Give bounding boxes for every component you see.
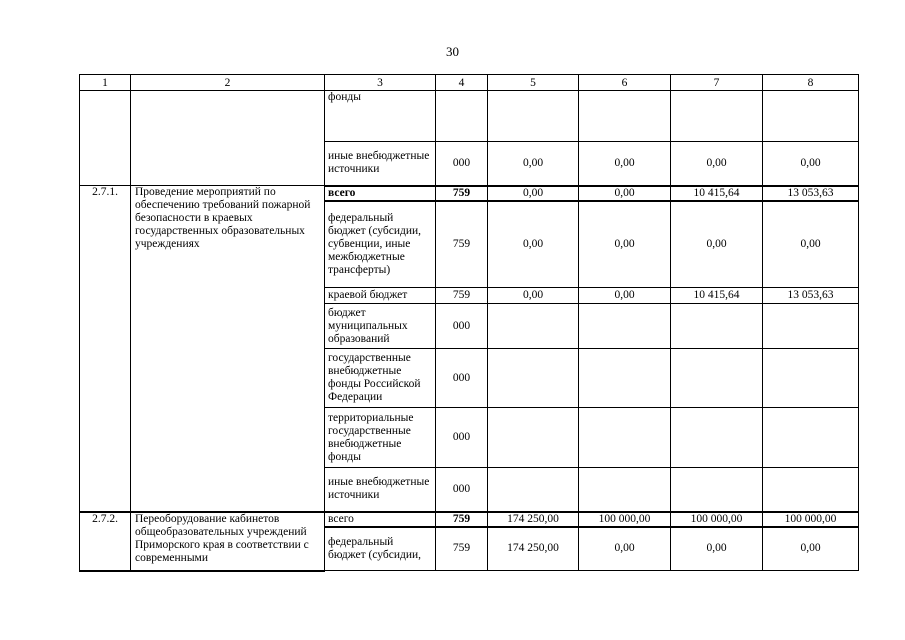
item-description-cell: Переоборудование кабинетов общеобразовательных учреждений Приморского края в соответствии с современными bbox=[131, 512, 325, 571]
value-cell: 0,00 bbox=[763, 142, 859, 186]
value-cell: 0,00 bbox=[579, 288, 671, 304]
value-cell: 174 250,00 bbox=[488, 512, 579, 527]
table-row bbox=[80, 186, 859, 201]
source-cell: федеральный бюджет (субсидии, bbox=[325, 527, 436, 571]
source-cell: краевой бюджет bbox=[325, 288, 436, 304]
item-number-cell: 2.7.2. bbox=[80, 512, 131, 571]
source-cell: иные внебюджетные источники bbox=[325, 468, 436, 512]
value-cell bbox=[488, 349, 579, 408]
value-cell bbox=[579, 304, 671, 349]
budget-table bbox=[79, 74, 859, 572]
header-cell: 6 bbox=[579, 75, 671, 91]
value-cell bbox=[671, 468, 763, 512]
table-row bbox=[80, 91, 859, 142]
value-cell: 0,00 bbox=[579, 142, 671, 186]
value-cell bbox=[579, 349, 671, 408]
value-cell: 0,00 bbox=[579, 201, 671, 288]
header-cell: 1 bbox=[80, 75, 131, 91]
value-cell bbox=[488, 408, 579, 468]
source-cell: федеральный бюджет (субсидии, субвенции, иные межбюджетные трансферты) bbox=[325, 201, 436, 288]
header-cell: 8 bbox=[763, 75, 859, 91]
value-cell: 174 250,00 bbox=[488, 527, 579, 571]
value-cell: 0,00 bbox=[671, 201, 763, 288]
value-cell: 0,00 bbox=[488, 201, 579, 288]
value-cell: 0,00 bbox=[671, 527, 763, 571]
value-cell: 100 000,00 bbox=[671, 512, 763, 527]
value-cell: 0,00 bbox=[579, 527, 671, 571]
value-cell: 0,00 bbox=[488, 142, 579, 186]
value-cell: 0,00 bbox=[671, 142, 763, 186]
value-cell bbox=[763, 408, 859, 468]
value-cell bbox=[671, 304, 763, 349]
value-cell bbox=[579, 468, 671, 512]
header-cell: 3 bbox=[325, 75, 436, 91]
value-cell bbox=[763, 468, 859, 512]
item-number-cell bbox=[80, 91, 131, 186]
value-cell bbox=[488, 304, 579, 349]
source-cell: всего bbox=[325, 512, 436, 527]
item-description-cell: Проведение мероприятий по обеспечению требований пожарной безопасности в краевых государственных образовательных учреждениях bbox=[131, 186, 325, 512]
code-cell: 000 bbox=[436, 142, 488, 186]
item-description-cell bbox=[131, 91, 325, 186]
item-number-cell: 2.7.1. bbox=[80, 186, 131, 512]
code-cell: 000 bbox=[436, 349, 488, 408]
value-cell: 0,00 bbox=[763, 201, 859, 288]
code-cell: 759 bbox=[436, 201, 488, 288]
source-cell: территориальные государственные внебюджетные фонды bbox=[325, 408, 436, 468]
header-cell: 4 bbox=[436, 75, 488, 91]
value-cell: 13 053,63 bbox=[763, 288, 859, 304]
code-cell: 759 bbox=[436, 527, 488, 571]
source-cell: всего bbox=[325, 186, 436, 201]
value-cell: 100 000,00 bbox=[579, 512, 671, 527]
page-number: 30 bbox=[446, 44, 459, 59]
source-cell: бюджет муниципальных образований bbox=[325, 304, 436, 349]
table-row bbox=[80, 512, 859, 527]
source-cell: фонды bbox=[325, 91, 436, 142]
code-cell: 759 bbox=[436, 186, 488, 201]
value-cell bbox=[488, 91, 579, 142]
value-cell: 10 415,64 bbox=[671, 186, 763, 201]
value-cell: 13 053,63 bbox=[763, 186, 859, 201]
header-cell: 5 bbox=[488, 75, 579, 91]
value-cell: 0,00 bbox=[579, 186, 671, 201]
source-cell: государственные внебюджетные фонды Российской Федерации bbox=[325, 349, 436, 408]
header-row bbox=[80, 75, 859, 91]
code-cell: 000 bbox=[436, 468, 488, 512]
value-cell bbox=[671, 91, 763, 142]
value-cell: 100 000,00 bbox=[763, 512, 859, 527]
header-cell: 2 bbox=[131, 75, 325, 91]
value-cell: 0,00 bbox=[763, 527, 859, 571]
source-cell: иные внебюджетные источники bbox=[325, 142, 436, 186]
code-cell: 000 bbox=[436, 408, 488, 468]
code-cell: 759 bbox=[436, 288, 488, 304]
code-cell: 000 bbox=[436, 304, 488, 349]
value-cell: 10 415,64 bbox=[671, 288, 763, 304]
value-cell bbox=[763, 349, 859, 408]
value-cell bbox=[671, 349, 763, 408]
code-cell bbox=[436, 91, 488, 142]
value-cell bbox=[579, 91, 671, 142]
value-cell: 0,00 bbox=[488, 186, 579, 201]
code-cell: 759 bbox=[436, 512, 488, 527]
header-cell: 7 bbox=[671, 75, 763, 91]
value-cell bbox=[763, 304, 859, 349]
value-cell: 0,00 bbox=[488, 288, 579, 304]
value-cell bbox=[579, 408, 671, 468]
value-cell bbox=[763, 91, 859, 142]
value-cell bbox=[671, 408, 763, 468]
value-cell bbox=[488, 468, 579, 512]
